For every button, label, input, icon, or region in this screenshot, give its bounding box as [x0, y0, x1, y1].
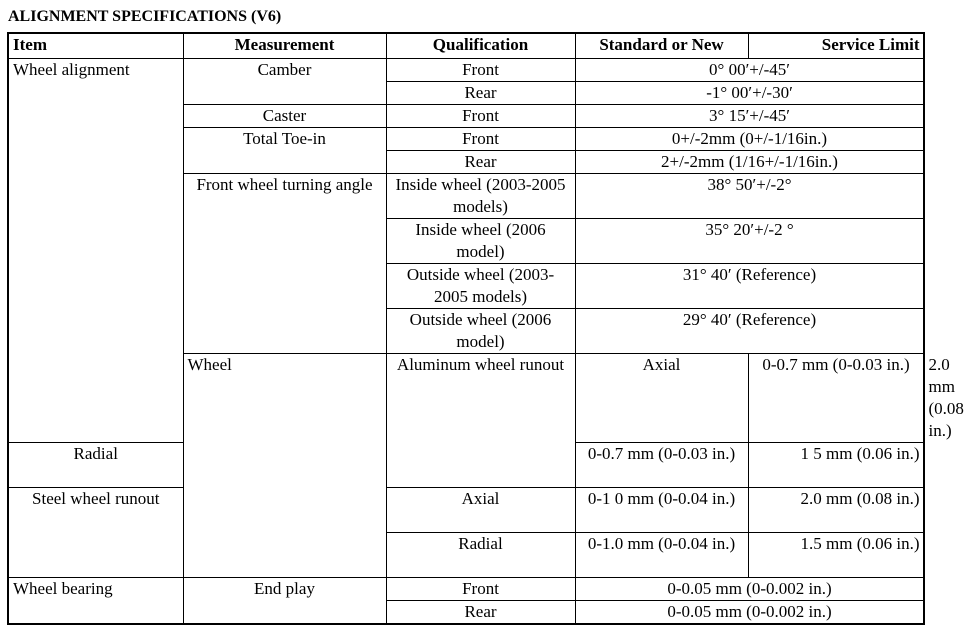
- item-cell: Wheel: [183, 354, 386, 578]
- item-cell: Wheel bearing: [8, 578, 183, 625]
- qualification-cell: Inside wheel (2003-2005 models): [386, 174, 575, 219]
- qualification-cell: Front: [386, 59, 575, 82]
- value-cell: 35° 20′+/-2 °: [575, 219, 924, 264]
- table-row: [8, 59, 924, 82]
- header-service-limit: Service Limit: [748, 33, 924, 59]
- qualification-cell: Axial: [575, 354, 748, 443]
- table-row: [8, 488, 924, 533]
- service-limit-cell: 1.5 mm (0.06 in.): [748, 533, 924, 578]
- qualification-cell: Rear: [386, 82, 575, 105]
- table-row: [8, 578, 924, 601]
- value-cell: 0-0.05 mm (0-0.002 in.): [575, 601, 924, 625]
- standard-cell: 0-0.7 mm (0-0.03 in.): [575, 443, 748, 488]
- alignment-spec-table: [7, 32, 964, 625]
- header-item: Item: [8, 33, 183, 59]
- qualification-cell: Outside wheel (2006 model): [386, 309, 575, 354]
- measurement-cell: Camber: [183, 59, 386, 105]
- qualification-cell: Front: [386, 128, 575, 151]
- standard-cell: 0-0.7 mm (0-0.03 in.): [748, 354, 924, 443]
- value-cell: -1° 00′+/-30′: [575, 82, 924, 105]
- measurement-cell: Caster: [183, 105, 386, 128]
- value-cell: 38° 50′+/-2°: [575, 174, 924, 219]
- qualification-cell: Rear: [386, 601, 575, 625]
- qualification-cell: Front: [386, 578, 575, 601]
- standard-cell: 0-1 0 mm (0-0.04 in.): [575, 488, 748, 533]
- value-cell: 0+/-2mm (0+/-1/16in.): [575, 128, 924, 151]
- page-title: ALIGNMENT SPECIFICATIONS (V6): [8, 8, 282, 25]
- measurement-cell: Total Toe-in: [183, 128, 386, 174]
- measurement-cell: End play: [183, 578, 386, 625]
- value-cell: 3° 15′+/-45′: [575, 105, 924, 128]
- qualification-cell: Front: [386, 105, 575, 128]
- qualification-cell: Radial: [386, 533, 575, 578]
- table-row: Wheel Aluminum wheel runout Axial 0-0.7 mm (0-0.03 in.) 2.0 mm (0.08 in.): [8, 354, 924, 443]
- measurement-cell: Front wheel turning angle: [183, 174, 386, 354]
- qualification-cell: Rear: [386, 151, 575, 174]
- service-limit-cell: 1 5 mm (0.06 in.): [748, 443, 924, 488]
- measurement-cell: Aluminum wheel runout: [386, 354, 575, 488]
- value-cell: 0-0.05 mm (0-0.002 in.): [575, 578, 924, 601]
- table-header-row: [8, 33, 924, 59]
- value-cell: 2+/-2mm (1/16+/-1/16in.): [575, 151, 924, 174]
- measurement-cell: Steel wheel runout: [8, 488, 183, 578]
- header-qualification: Qualification: [386, 33, 575, 59]
- header-measurement: Measurement: [183, 33, 386, 59]
- service-limit-cell: 2.0 mm (0.08 in.): [748, 488, 924, 533]
- qualification-cell: Inside wheel (2006 model): [386, 219, 575, 264]
- standard-cell: 0-1.0 mm (0-0.04 in.): [575, 533, 748, 578]
- value-cell: 29° 40′ (Reference): [575, 309, 924, 354]
- qualification-cell: Axial: [386, 488, 575, 533]
- value-cell: 31° 40′ (Reference): [575, 264, 924, 309]
- header-standard: Standard or New: [575, 33, 748, 59]
- item-cell: Wheel alignment: [8, 59, 183, 443]
- qualification-cell: Radial: [8, 443, 183, 488]
- qualification-cell: Outside wheel (2003-2005 models): [386, 264, 575, 309]
- value-cell: 0° 00′+/-45′: [575, 59, 924, 82]
